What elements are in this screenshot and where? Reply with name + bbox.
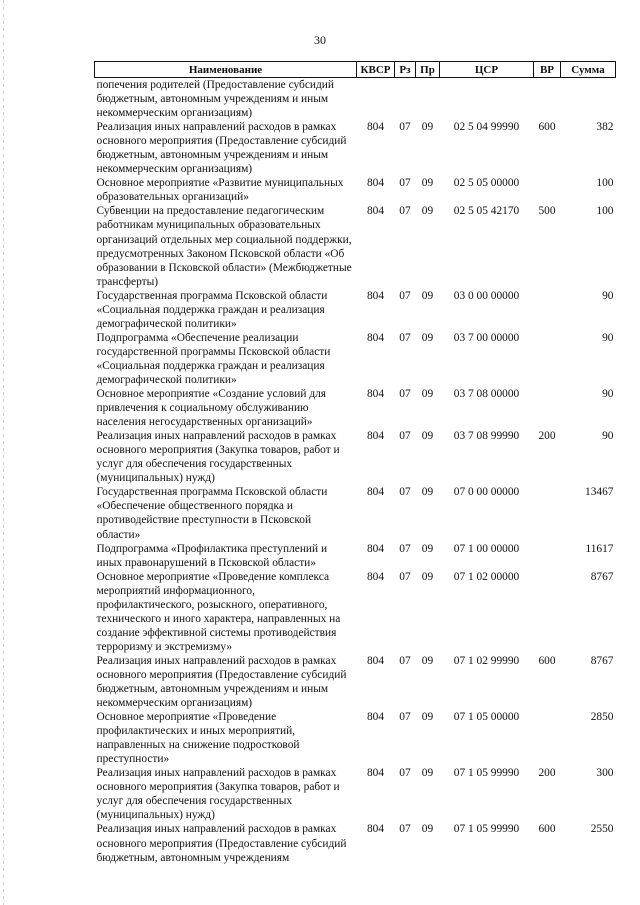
cell-kvsr: 804: [366, 542, 385, 555]
cell-pr: 09: [421, 654, 434, 667]
cell-vr: [534, 289, 561, 331]
cell-name: Основное мероприятие «Проведение комплекса мероприятий информационного, профилактического, розыскного, оперативного, технического и иного характера, направленных на создание эффективной системы противодействия терроризму и экстремизму»: [96, 570, 341, 653]
cell-kvsr: 804: [366, 570, 385, 583]
header-kvsr: КВСР: [357, 62, 395, 78]
cell-rz: 07: [399, 205, 411, 218]
cell-pr: 09: [421, 331, 434, 344]
cell-sum: 8767: [590, 654, 614, 667]
cell-sum: 13467: [585, 486, 614, 499]
cell-csr: [440, 78, 534, 121]
cell-name: Государственная программа Псковской области «Социальная поддержка граждан и реализация демографической политики»: [96, 289, 328, 330]
cell-csr: 07 1 05 99990: [453, 823, 520, 836]
cell-sum: 100: [596, 205, 614, 218]
cell-pr: 09: [421, 289, 434, 302]
cell-vr: [534, 485, 561, 541]
cell-name: Подпрограмма «Профилактика преступлений и иных правонарушений в Псковской области»: [96, 542, 328, 569]
cell-pr: 09: [421, 823, 434, 836]
table-row: [95, 822, 616, 864]
cell-sum: 382: [596, 121, 614, 134]
cell-csr: 07 1 02 99990: [453, 654, 520, 667]
cell-pr: 09: [421, 486, 434, 499]
cell-vr: [534, 542, 561, 570]
cell-vr: [534, 710, 561, 766]
cell-rz: 07: [399, 486, 411, 499]
header-sum: Сумма: [561, 62, 616, 78]
cell-sum: 2550: [590, 823, 614, 836]
cell-name: Реализация иных направлений расходов в рамках основного мероприятия (Предоставление субсидий бюджетным, автономным учреждениям: [96, 823, 347, 864]
cell-pr: 09: [421, 542, 434, 555]
header-rz: Рз: [395, 62, 416, 78]
cell-csr: 03 7 00 00000: [453, 331, 520, 344]
cell-sum: 8767: [590, 570, 614, 583]
cell-name: Основное мероприятие «Создание условий для привлечения к социальному обслуживанию населения негосударственных организаций»: [96, 388, 327, 429]
cell-csr: 07 1 05 99990: [453, 767, 520, 780]
cell-rz: 07: [399, 654, 411, 667]
cell-sum: 100: [596, 177, 614, 190]
scan-edge: [3, 0, 4, 905]
table-body: [95, 78, 616, 865]
cell-vr: [534, 387, 561, 429]
table-row: [95, 78, 616, 121]
cell-rz: 07: [399, 823, 411, 836]
table-row: [95, 485, 616, 541]
cell-pr: 09: [421, 430, 434, 443]
cell-kvsr: 804: [366, 486, 385, 499]
table-row: [95, 331, 616, 387]
cell-csr: 07 1 02 00000: [453, 570, 520, 583]
cell-rz: 07: [399, 121, 411, 134]
cell-name: Реализация иных направлений расходов в рамках основного мероприятия (Закупка товаров, работ и услуг для обеспечения государственных (муниципальных) нужд): [96, 430, 340, 485]
cell-sum: 90: [602, 430, 614, 443]
cell-vr: 600: [538, 121, 556, 134]
table-row: [95, 542, 616, 570]
cell-sum: 11617: [585, 542, 614, 555]
table-row: [95, 120, 616, 176]
cell-pr: 09: [421, 121, 434, 134]
table-row: [95, 654, 616, 710]
cell-vr: [534, 331, 561, 387]
cell-vr: 500: [538, 205, 556, 218]
cell-rz: 07: [399, 542, 411, 555]
page-number: 30: [314, 33, 326, 47]
cell-kvsr: 804: [366, 331, 385, 344]
cell-name: Реализация иных направлений расходов в рамках основного мероприятия (Закупка товаров, работ и услуг для обеспечения государственных (муниципальных) нужд): [96, 767, 340, 822]
cell-sum: 90: [602, 289, 614, 302]
cell-rz: 07: [399, 388, 411, 401]
header-pr: Пр: [416, 62, 440, 78]
cell-pr: 09: [421, 177, 434, 190]
table-row: [95, 766, 616, 822]
cell-pr: 09: [421, 711, 434, 724]
table-row: [95, 429, 616, 485]
budget-table: [94, 61, 616, 865]
cell-kvsr: [357, 78, 395, 121]
cell-name: попечения родителей (Предоставление субсидий бюджетным, автономным учреждениям и иным некоммерческим организациям): [96, 79, 334, 120]
cell-kvsr: 804: [366, 121, 385, 134]
cell-vr: [534, 176, 561, 204]
cell-pr: 09: [421, 570, 434, 583]
table-row: [95, 387, 616, 429]
cell-rz: 07: [399, 331, 411, 344]
header-vr: ВР: [534, 62, 561, 78]
cell-csr: 07 1 00 00000: [453, 542, 520, 555]
cell-sum: [561, 78, 616, 121]
cell-vr: 200: [538, 767, 556, 780]
cell-rz: 07: [399, 430, 411, 443]
cell-rz: 07: [399, 711, 411, 724]
cell-vr: 600: [538, 823, 556, 836]
cell-csr: 07 1 05 00000: [453, 711, 520, 724]
cell-pr: 09: [421, 388, 434, 401]
cell-kvsr: 804: [366, 177, 385, 190]
cell-vr: 600: [538, 654, 556, 667]
cell-kvsr: 804: [366, 823, 385, 836]
cell-kvsr: 804: [366, 430, 385, 443]
cell-rz: 07: [399, 177, 411, 190]
cell-kvsr: 804: [366, 388, 385, 401]
cell-csr: 02 5 05 00000: [453, 177, 520, 190]
cell-rz: 07: [399, 767, 411, 780]
table-row: [95, 570, 616, 654]
cell-csr: 02 5 05 42170: [453, 205, 520, 218]
cell-sum: 90: [602, 331, 614, 344]
cell-pr: 09: [421, 767, 434, 780]
header-name: Наименование: [95, 62, 357, 78]
cell-csr: 02 5 04 99990: [453, 121, 520, 134]
cell-name: Основное мероприятие «Проведение профилактических и иных мероприятий, направленных на снижение подростковой преступности»: [96, 711, 300, 766]
cell-sum: 300: [596, 767, 614, 780]
cell-kvsr: 804: [366, 205, 385, 218]
cell-csr: 03 7 08 00000: [453, 388, 520, 401]
cell-name: Основное мероприятие «Развитие муниципальных образовательных организаций»: [96, 177, 344, 204]
cell-vr: [534, 570, 561, 654]
cell-vr: 200: [538, 430, 556, 443]
cell-kvsr: 804: [366, 654, 385, 667]
cell-rz: [395, 78, 416, 121]
cell-name: Реализация иных направлений расходов в рамках основного мероприятия (Предоставление субсидий бюджетным, автономным учреждениям и иным некоммерческим организациям): [96, 121, 347, 176]
cell-rz: 07: [399, 570, 411, 583]
table-row: [95, 204, 616, 288]
table-row: [95, 289, 616, 331]
header-csr: ЦСР: [440, 62, 534, 78]
cell-sum: 2850: [590, 711, 614, 724]
cell-name: Реализация иных направлений расходов в рамках основного мероприятия (Предоставление субсидий бюджетным, автономным учреждениям и иным некоммерческим организациям): [96, 654, 347, 710]
cell-vr: [534, 78, 561, 121]
cell-name: Государственная программа Псковской области «Обеспечение общественного порядка и противодействие преступности в Псковской области»: [96, 486, 328, 541]
cell-kvsr: 804: [366, 767, 385, 780]
cell-name: Субвенции на предоставление педагогическим работникам муниципальных образовательных организаций отдельных мер социальной поддержки, предусмотренных Законом Псковской области «Об образовании в Псковской области» (Межбюджетные трансферты): [96, 205, 352, 288]
cell-pr: 09: [421, 205, 434, 218]
table-row: [95, 176, 616, 204]
cell-name: Подпрограмма «Обеспечение реализации государственной программы Псковской области «Социальная поддержка граждан и реализация демографической политики»: [96, 331, 331, 386]
table-row: [95, 710, 616, 766]
cell-sum: 90: [602, 388, 614, 401]
cell-kvsr: 804: [366, 289, 385, 302]
cell-csr: 03 0 00 00000: [453, 289, 520, 302]
cell-csr: 07 0 00 00000: [453, 486, 520, 499]
cell-csr: 03 7 08 99990: [453, 430, 520, 443]
cell-rz: 07: [399, 289, 411, 302]
cell-kvsr: 804: [366, 711, 385, 724]
table-header: [95, 62, 616, 78]
cell-pr: [416, 78, 440, 121]
